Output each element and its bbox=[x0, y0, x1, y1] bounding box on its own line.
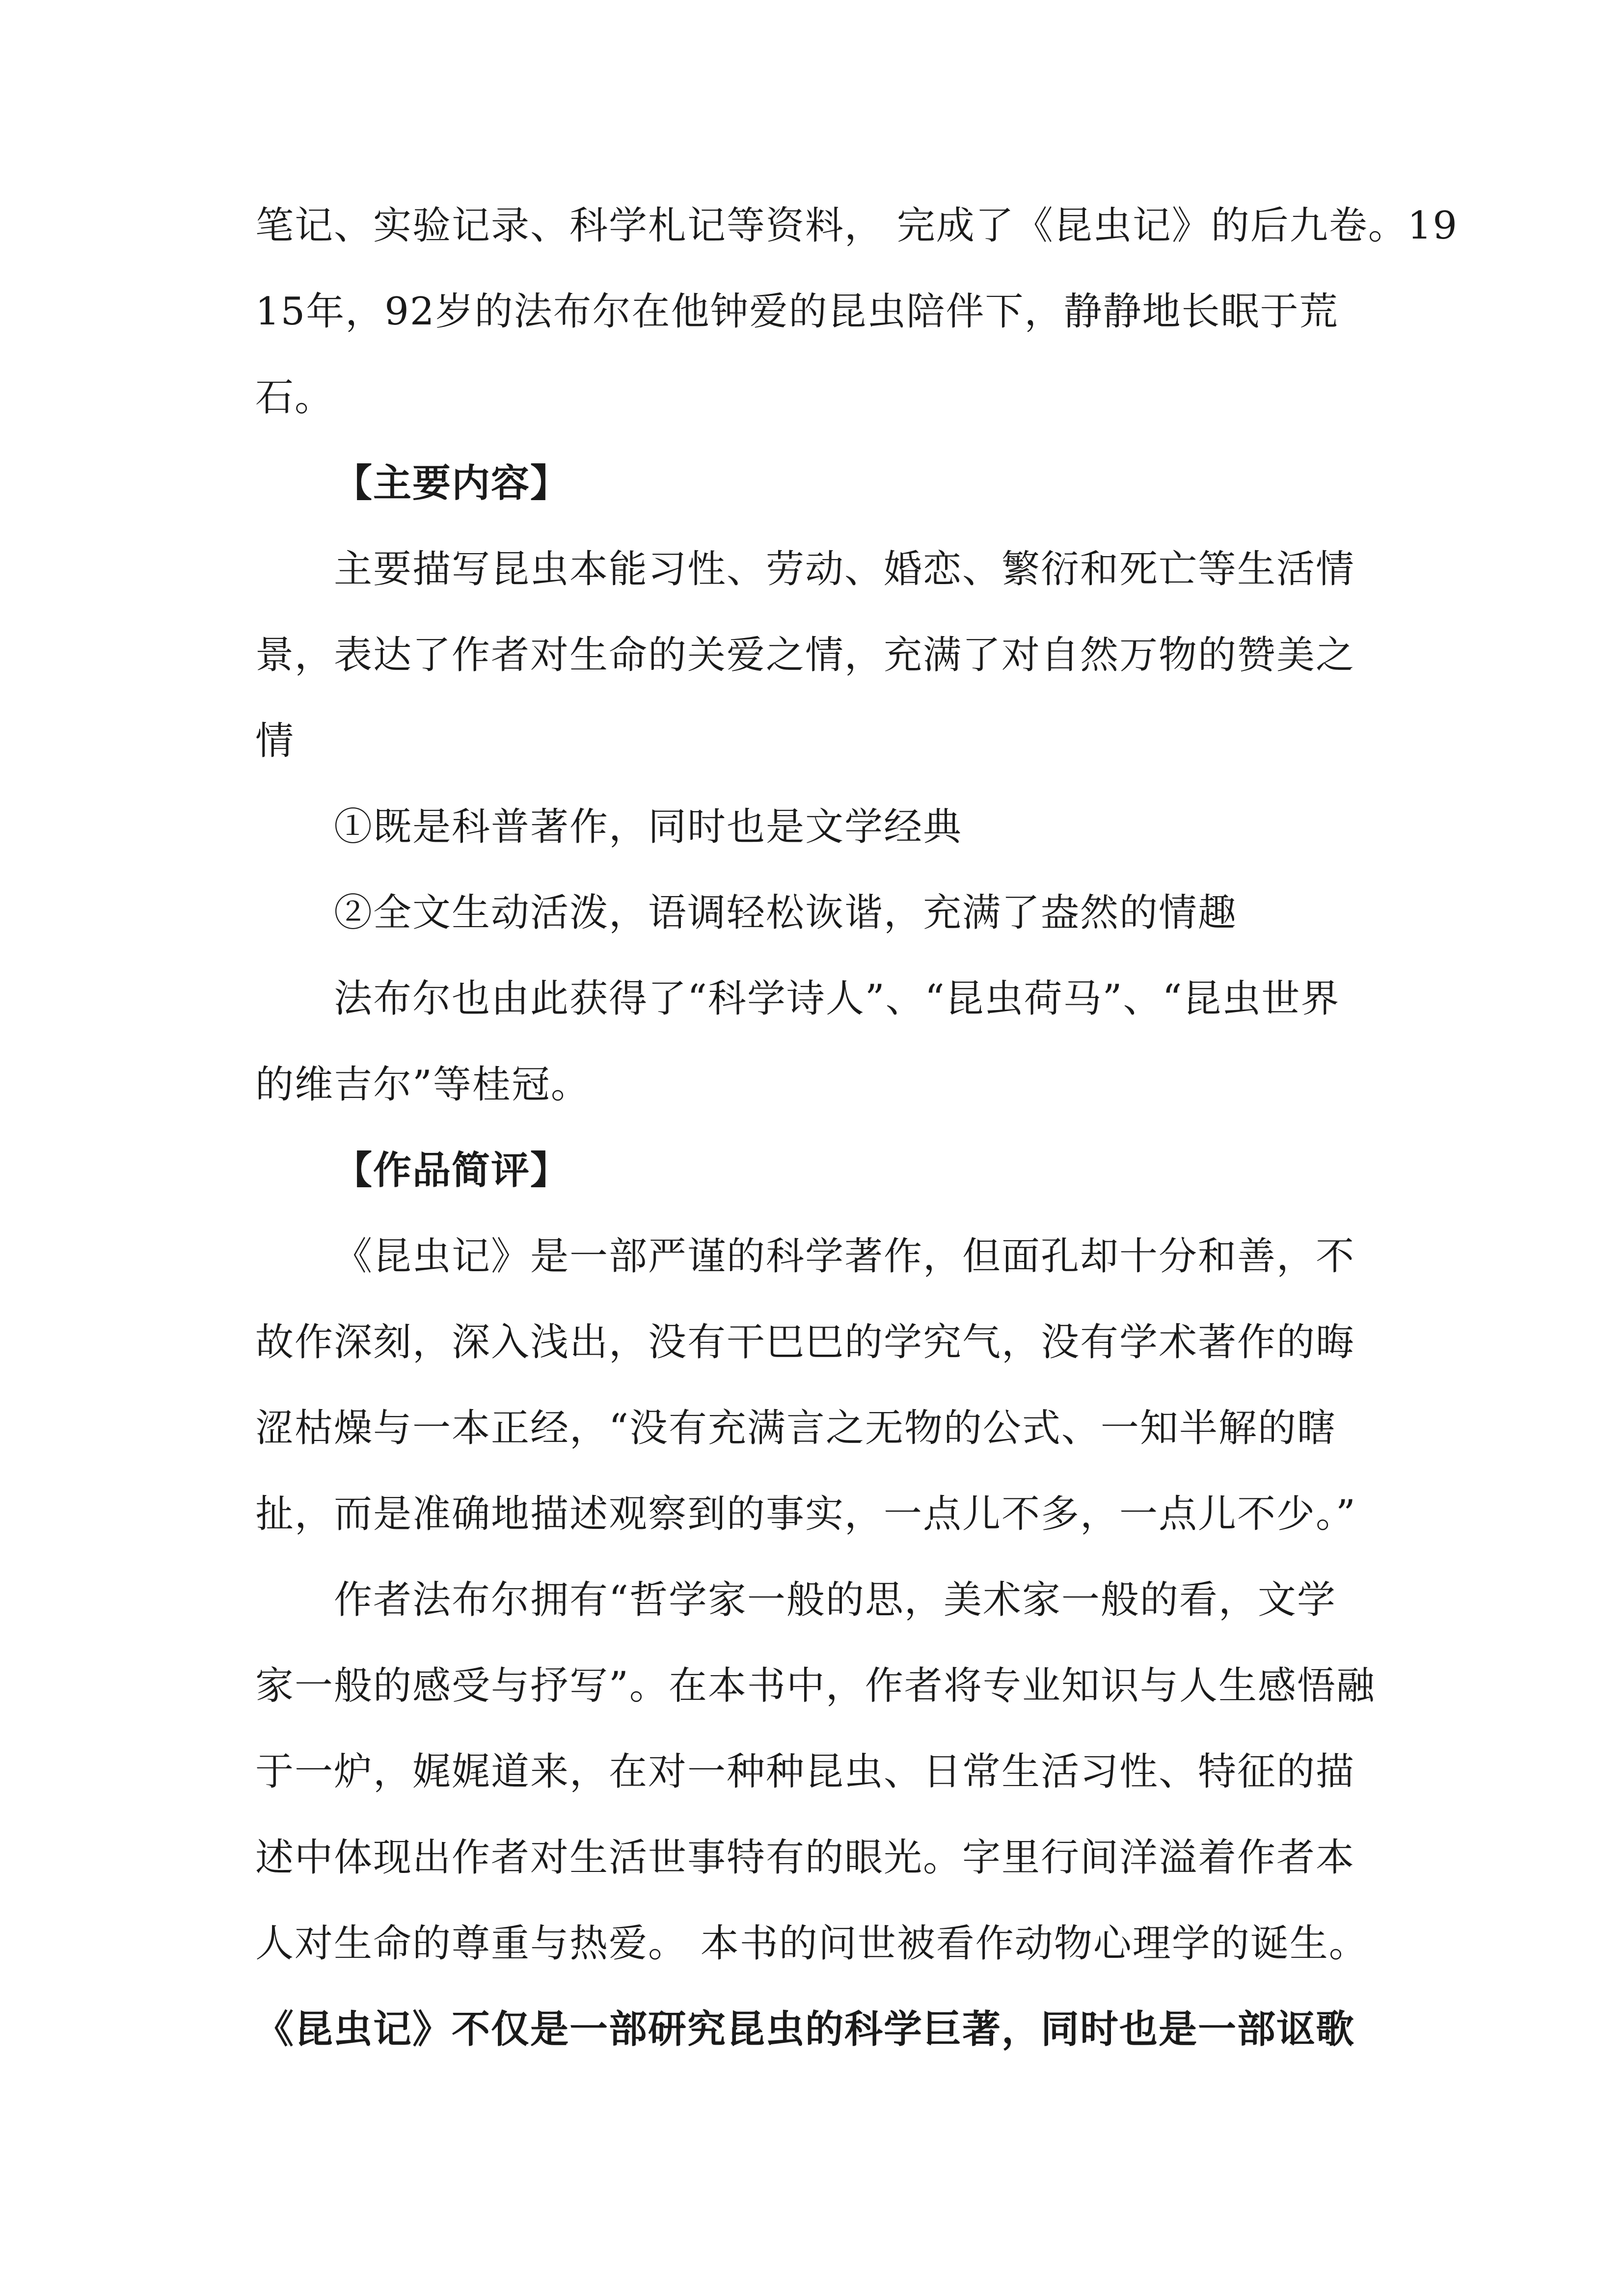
text-line: 石。 bbox=[255, 375, 334, 420]
list-item: ②全文生动活泼，语调轻松诙谐，充满了盎然的情趣 bbox=[334, 891, 1238, 935]
text-line: 《昆虫记》不仅是一部研究昆虫的科学巨著，同时也是一部讴歌 bbox=[255, 2007, 1355, 2052]
text-line: 《昆虫记》是一部严谨的科学著作，但面孔却十分和善，不 bbox=[334, 1234, 1355, 1279]
text-line: 述中体现出作者对生活世事特有的眼光。字里行间洋溢着作者本 bbox=[255, 1836, 1355, 1880]
text-line: 作者法布尔拥有“哲学家一般的思，美术家一般的看，文学 bbox=[334, 1578, 1336, 1622]
text-line: 家一般的感受与抒写”。在本书中，作者将专业知识与人生感悟融 bbox=[255, 1664, 1376, 1708]
section-heading: 【主要内容】 bbox=[334, 461, 570, 506]
text-line: 景，表达了作者对生命的关爱之情，充满了对自然万物的赞美之 bbox=[255, 633, 1355, 677]
text-line: 笔记、实验记录、科学札记等资料， 完成了《昆虫记》的后九卷。19 bbox=[255, 204, 1459, 248]
text-line: 15年，92岁的法布尔在他钟爱的昆虫陪伴下，静静地长眠于荒 bbox=[255, 290, 1339, 334]
text-line: 扯，而是准确地描述观察到的事实，一点儿不多，一点儿不少。” bbox=[255, 1492, 1356, 1536]
text-line: 于一炉，娓娓道来，在对一种种昆虫、日常生活习性、特征的描 bbox=[255, 1750, 1355, 1794]
text-line: 主要描写昆虫本能习性、劳动、婚恋、繁衍和死亡等生活情 bbox=[334, 547, 1355, 591]
text-line: 涩枯燥与一本正经，“没有充满言之无物的公式、一知半解的瞎 bbox=[255, 1406, 1336, 1450]
text-line: 人对生命的尊重与热爱。 本书的问世被看作动物心理学的诞生。 bbox=[255, 1922, 1368, 1966]
section-heading: 【作品简评】 bbox=[334, 1148, 570, 1193]
text-line: 的维吉尔”等桂冠。 bbox=[255, 1063, 590, 1107]
list-item: ①既是科普著作，同时也是文学经典 bbox=[334, 805, 963, 849]
text-line: 故作深刻，深入浅出，没有干巴巴的学究气，没有学术著作的晦 bbox=[255, 1320, 1355, 1364]
text-line: 法布尔也由此获得了“科学诗人”、“昆虫荷马”、“昆虫世界 bbox=[334, 977, 1340, 1021]
text-line: 情 bbox=[255, 719, 295, 763]
